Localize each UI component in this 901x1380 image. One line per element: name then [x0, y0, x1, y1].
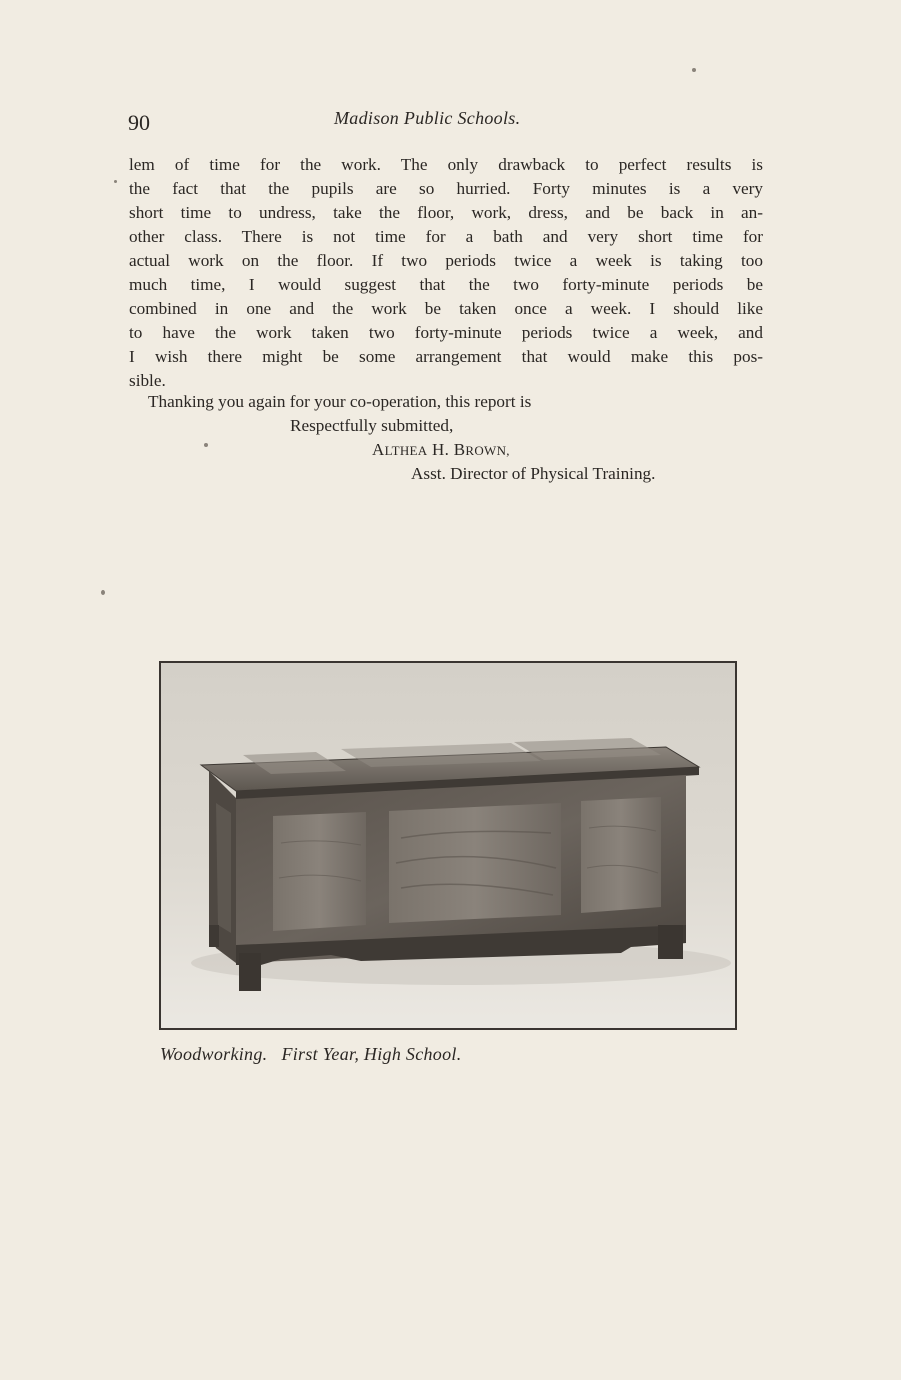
body-paragraph: [129, 153, 763, 393]
signer-smallcaps: LTHEA: [384, 443, 428, 458]
closing-line: Thanking you again for your co-operation, this report is: [148, 392, 532, 411]
text-line: short time to undress, take the floor, work, dress, and be back in an-: [129, 203, 763, 222]
paper-speck: [204, 443, 208, 447]
text-line: combined in one and the work be taken once a week. I should like: [129, 299, 763, 318]
chest-illustration: [161, 663, 735, 1028]
signer-smallcaps: ROWN,: [465, 443, 510, 458]
signer-middle: H.: [432, 440, 450, 459]
paper-speck: [114, 180, 117, 183]
running-head: Madison Public Schools.: [334, 108, 521, 128]
signer-initial: A: [372, 440, 385, 459]
text-line: I wish there might be some arrangement that would make this pos-: [129, 347, 763, 366]
text-line: lem of time for the work. The only drawback to perfect results is: [129, 155, 763, 174]
respectfully-line: Respectfully submitted,: [290, 416, 454, 435]
page-number: 90: [128, 110, 150, 135]
paper-speck: [692, 68, 696, 72]
text-line: the fact that the pupils are so hurried. Forty minutes is a very: [129, 179, 763, 198]
signer-title: Asst. Director of Physical Training.: [411, 464, 656, 483]
text-line: actual work on the floor. If two periods twice a week is taking too: [129, 251, 763, 270]
text-line: sible.: [129, 371, 166, 390]
signer-initial: B: [453, 440, 466, 459]
text-line: to have the work taken two forty-minute periods twice a week, and: [129, 323, 763, 342]
caption-subtitle: First Year, High School.: [281, 1044, 462, 1064]
caption-title: Woodworking.: [160, 1044, 268, 1064]
text-line: other class. There is not time for a bath and very short time for: [129, 227, 763, 246]
woodworking-photo: [159, 661, 737, 1030]
text-line: much time, I would suggest that the two forty-minute periods be: [129, 275, 763, 294]
figure-caption: [160, 1044, 476, 1065]
paper-speck: [101, 590, 105, 595]
signer-name: [372, 440, 510, 460]
